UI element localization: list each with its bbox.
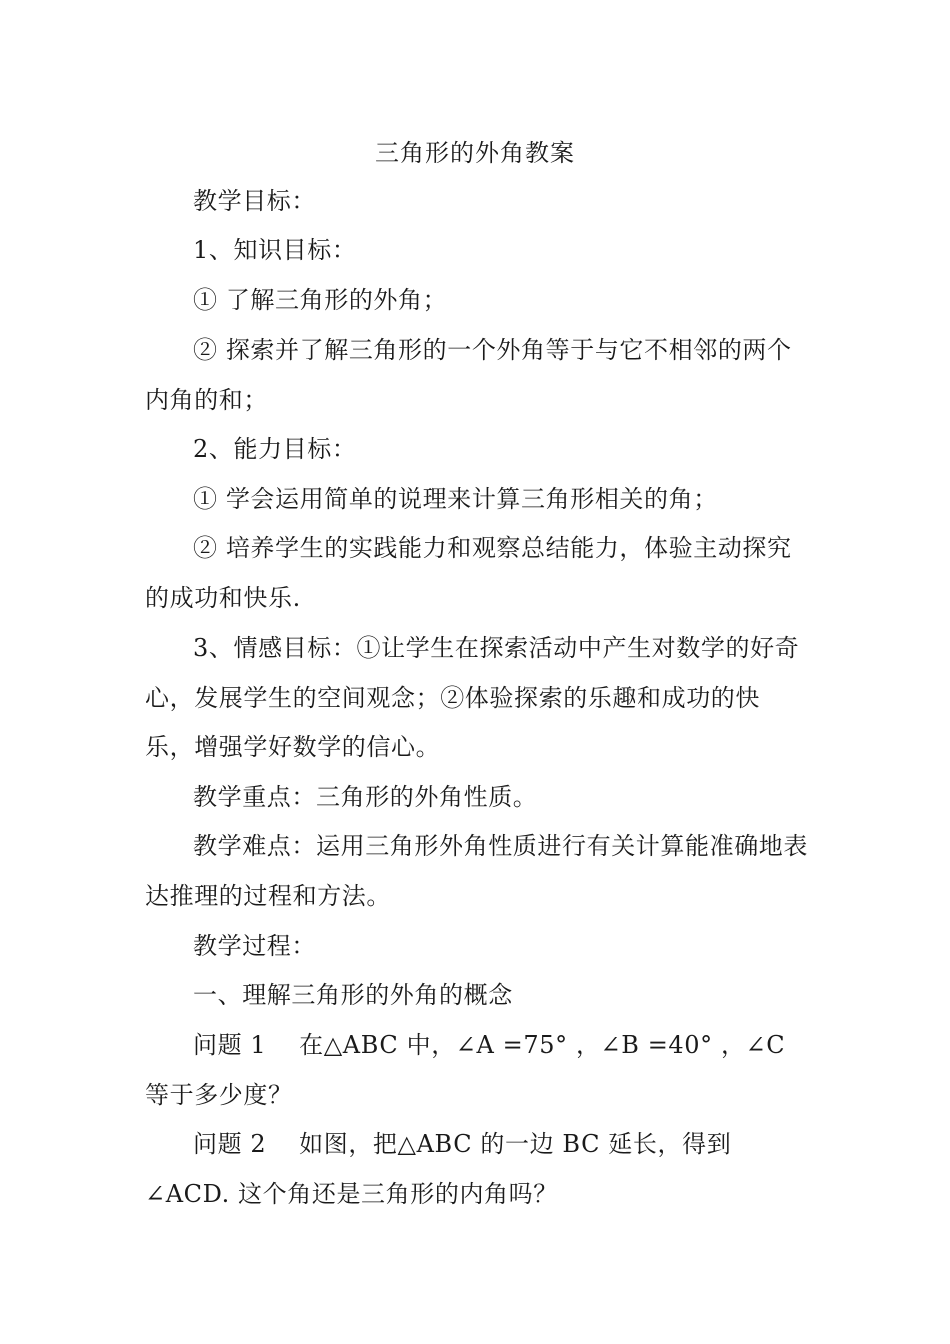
paragraph-ability-item-1: ① 学会运用简单的说理来计算三角形相关的角；	[193, 485, 718, 513]
paragraph-knowledge-item-2: ② 探索并了解三角形的一个外角等于与它不相邻的两个内角的和；	[145, 336, 792, 414]
paragraph-ability-goals: 2、能力目标：	[193, 435, 357, 463]
paragraph-knowledge-item-1: ① 了解三角形的外角；	[193, 286, 448, 314]
document-title: 三角形的外角教案	[375, 139, 575, 167]
paragraph-difficult-points: 教学难点：运用三角形外角性质进行有关计算能准确地表达推理的过程和方法。	[145, 832, 808, 910]
paragraph-teaching-process: 教学过程：	[193, 932, 316, 960]
paragraph-emotion-goals: 3、情感目标：①让学生在探索活动中产生对数学的好奇心，发展学生的空间观念；②体验探索的乐趣和成功的快乐，增强学好数学的信心。	[145, 634, 800, 761]
paragraph-teaching-goals: 教学目标：	[193, 187, 316, 215]
paragraph-question-2: 问题 2 如图，把△ABC 的一边 BC 延长，得到∠ACD. 这个角还是三角形的内角吗？	[145, 1130, 732, 1208]
paragraph-question-1: 问题 1 在△ABC 中，∠A =75° ，∠B =40° ，∠C 等于多少度？	[145, 1031, 786, 1109]
paragraph-ability-item-2: ② 培养学生的实践能力和观察总结能力，体验主动探究的成功和快乐.	[145, 534, 792, 612]
paragraph-section-1-heading: 一、理解三角形的外角的概念	[193, 981, 513, 1009]
paragraph-knowledge-goals: 1、知识目标：	[193, 236, 357, 264]
paragraph-key-points: 教学重点：三角形的外角性质。	[193, 783, 538, 811]
